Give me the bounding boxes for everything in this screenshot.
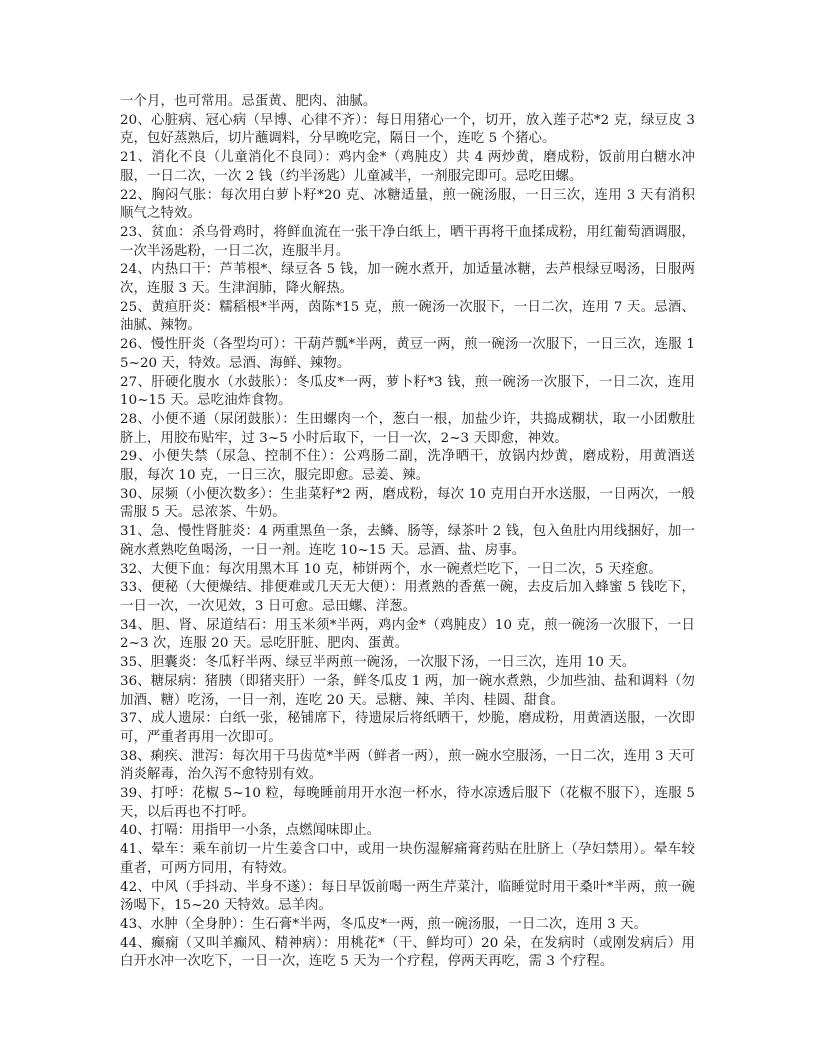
paragraph-item-40: 40、打嗝：用指甲一小条，点燃闻味即止。 — [120, 823, 381, 839]
paragraph-item-29: 29、小便失禁（尿急、控制不住）：公鸡肠二副，洗净晒干，放锅内炒黄，磨成粉，用黄酒送服，每次 10 克，一日三次，服完即愈。忌姜、辣。 — [120, 449, 695, 484]
paragraph-item-34: 34、胆、肾、尿道结石：用玉米须*半两，鸡内金*（鸡肫皮）10 克，煎一碗汤一次服下，一日 2~3 次，连服 20 天。忌吃肝脏、肥肉、蛋黄。 — [120, 617, 695, 652]
paragraph-item-37: 37、成人遗尿：白纸一张，秘铺席下，待遗尿后将纸晒干，炒脆，磨成粉，用黄酒送服，一次即可，严重者再用一次即可。 — [120, 711, 695, 745]
paragraph-item-42: 42、中风（手抖动、半身不遂）：每日早饭前喝一两生芹菜汁，临睡觉时用干桑叶*半两，煎一碗汤喝下，15~20 天特效。忌羊肉。 — [120, 879, 695, 914]
paragraph-item-30: 30、尿频（小便次数多）：生韭菜籽*2 两，磨成粉，每次 10 克用白开水送服，一日两次，一般需服 5 天。忌浓茶、牛奶。 — [120, 486, 695, 521]
paragraph-item-26: 26、慢性肝炎（各型均可）：干葫芦瓢*半两，黄豆一两，煎一碗汤一次服下，一日三次，连服 15~20 天，特效。忌酒、海鲜、辣物。 — [120, 337, 695, 371]
paragraph-item-35: 35、胆囊炎：冬瓜籽半两、绿豆半两煎一碗汤，一次服下汤，一日三次，连用 10 天。 — [120, 655, 636, 671]
paragraph-item-22: 22、胸闷气胀：每次用白萝卜籽*20 克、冰糖适量，煎一碗汤服，一日三次，连用 3 天有消积顺气之特效。 — [120, 187, 695, 222]
paragraph-item-32: 32、大便下血：每次用黑木耳 10 克，柿饼两个，水一碗煮烂吃下，一日二次，5 天痊愈。 — [120, 561, 662, 577]
paragraph-item-23: 23、贫血：杀乌骨鸡时，将鲜血流在一张干净白纸上，晒干再将干血揉成粉，用红葡萄酒调服，一次半汤匙粉，一日二次，连服半月。 — [120, 224, 695, 259]
document-body — [120, 93, 695, 972]
paragraph-item-24: 24、内热口干：芦苇根*、绿豆各 5 钱，加一碗水煮开，加适量冰糖，去芦根绿豆喝汤，日服两次，连服 3 天。生津润肺，降火解热。 — [120, 262, 695, 297]
paragraph-item-41: 41、晕车：乘车前切一片生姜含口中，或用一块伤湿解痛膏药贴在肚脐上（孕妇禁用）。晕车较重者，可两方同用，有特效。 — [120, 842, 695, 876]
paragraph-item-44: 44、癫痫（又叫羊癫风、精神病）：用桃花*（干、鲜均可）20 朵，在发病时（或刚发病后）用白开水冲一次吃下，一日一次，连吃 5 天为一个疗程，停两天再吃，需 3 个疗程。 — [120, 935, 695, 970]
paragraph-item-43: 43、水肿（全身肿）：生石膏*半两，冬瓜皮*一两，煎一碗汤服，一日二次，连用 3 天。 — [120, 916, 648, 932]
paragraph-item-28: 28、小便不通（尿闭鼓胀）：生田螺肉一个，葱白一根，加盐少许，共捣成糊状，取一小团敷肚脐上，用胶布贴牢，过 3~5 小时后取下，一日一次，2~3 天即愈，神效。 — [120, 411, 695, 446]
paragraph-item-25: 25、黄疸肝炎：糯稻根*半两，茵陈*15 克，煎一碗汤一次服下，一日二次，连用 7 天。忌酒、油腻、辣物。 — [120, 299, 695, 334]
paragraph-item-21: 21、消化不良（儿童消化不良同）：鸡内金*（鸡肫皮）共 4 两炒黄，磨成粉，饭前用白糖水冲服，一日二次，一次 2 钱（约半汤匙）儿童减半，一剂服完即可。忌吃田螺。 — [120, 150, 695, 184]
paragraph-item-27: 27、肝硬化腹水（水鼓胀）：冬瓜皮*一两，萝卜籽*3 钱，煎一碗汤一次服下，一日二次，连用 10~15 天。忌吃油炸食物。 — [120, 374, 695, 409]
paragraph-item-36: 36、糖尿病：猪胰（即猪夹肝）一条，鲜冬瓜皮 1 两，加一碗水煮熟，少加些油、盐和调料（勿加酒、糖）吃汤，一日一剂，连吃 20 天。忌糖、辣、羊肉、桂圆、甜食。 — [120, 673, 695, 708]
paragraph-item-39: 39、打呼：花椒 5~10 粒，每晚睡前用开水泡一杯水，待水凉透后服下（花椒不服下），连服 5 天，以后再也不打呼。 — [120, 786, 695, 820]
paragraph-item-20: 20、心脏病、冠心病（早博、心律不齐）：每日用猪心一个，切开，放入莲子芯*2 克，绿豆皮 3 克，包好蒸熟后，切片蘸调料，分早晚吃完，隔日一个，连吃 5 个猪心。 — [120, 112, 695, 147]
paragraph-item-38: 38、痢疾、泄泻：每次用干马齿苋*半两（鲜者一两），煎一碗水空服汤，一日二次，连用 3 天可消炎解毒，治久泻不愈特别有效。 — [120, 748, 695, 783]
paragraph-intro-continuation: 一个月，也可常用。忌蛋黄、肥肉、油腻。 — [120, 94, 377, 109]
paragraph-item-31: 31、急、慢性肾脏炎：4 两重黑鱼一条，去鳞、肠等，绿茶叶 2 钱，包入鱼肚内用线捆好，加一碗水煮熟吃鱼喝汤，一日一剂。连吃 10~15 天。忌酒、盐、房事。 — [120, 524, 695, 558]
paragraph-item-33: 33、便秘（大便燥结、排便难或几天无大便）：用煮熟的香蕉一碗，去皮后加入蜂蜜 5 钱吃下，一日一次，一次见效，3 日可愈。忌田螺、洋葱。 — [120, 580, 695, 614]
